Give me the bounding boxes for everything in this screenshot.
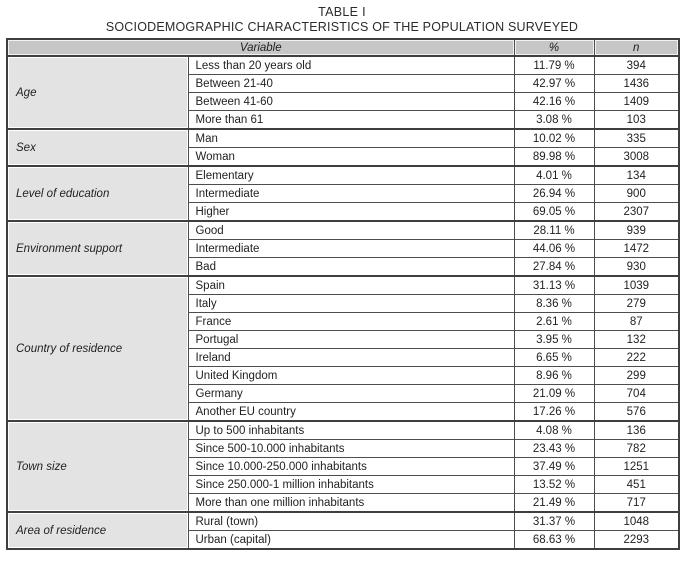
value-label-cell: United Kingdom: [188, 367, 514, 385]
percent-cell: 10.02 %: [514, 129, 594, 148]
percent-cell: 21.09 %: [514, 385, 594, 403]
variable-group: [7, 276, 679, 421]
count-cell: 1409: [594, 93, 679, 111]
percent-cell: 3.95 %: [514, 331, 594, 349]
table-row: [7, 129, 679, 148]
value-label-cell: Intermediate: [188, 185, 514, 203]
count-cell: 704: [594, 385, 679, 403]
percent-cell: 3.08 %: [514, 111, 594, 130]
count-cell: 87: [594, 313, 679, 331]
count-cell: 132: [594, 331, 679, 349]
percent-cell: 37.49 %: [514, 458, 594, 476]
variable-category-cell: Town size: [7, 421, 188, 512]
percent-cell: 42.97 %: [514, 75, 594, 93]
value-label-cell: Intermediate: [188, 240, 514, 258]
value-label-cell: Elementary: [188, 166, 514, 185]
table-row: [7, 221, 679, 240]
table-row: [7, 56, 679, 75]
value-label-cell: Germany: [188, 385, 514, 403]
variable-category-cell: Sex: [7, 129, 188, 166]
value-label-cell: Woman: [188, 148, 514, 167]
value-label-cell: Since 250.000-1 million inhabitants: [188, 476, 514, 494]
percent-cell: 21.49 %: [514, 494, 594, 513]
percent-cell: 4.01 %: [514, 166, 594, 185]
percent-cell: 17.26 %: [514, 403, 594, 422]
count-cell: 394: [594, 56, 679, 75]
column-header-variable: Variable: [7, 39, 514, 56]
value-label-cell: More than one million inhabitants: [188, 494, 514, 513]
variable-group: [7, 421, 679, 512]
value-label-cell: Ireland: [188, 349, 514, 367]
count-cell: 103: [594, 111, 679, 130]
percent-cell: 8.96 %: [514, 367, 594, 385]
table-title-block: [0, 0, 684, 34]
variable-category-cell: Area of residence: [7, 512, 188, 549]
table-row: [7, 166, 679, 185]
percent-cell: 42.16 %: [514, 93, 594, 111]
value-label-cell: Since 500-10.000 inhabitants: [188, 440, 514, 458]
count-cell: 335: [594, 129, 679, 148]
header-row: [7, 39, 679, 56]
percent-cell: 6.65 %: [514, 349, 594, 367]
percent-cell: 13.52 %: [514, 476, 594, 494]
percent-cell: 44.06 %: [514, 240, 594, 258]
value-label-cell: More than 61: [188, 111, 514, 130]
count-cell: 136: [594, 421, 679, 440]
variable-group: [7, 129, 679, 166]
table-number-title: TABLE I: [318, 5, 366, 19]
percent-cell: 11.79 %: [514, 56, 594, 75]
value-label-cell: Between 41-60: [188, 93, 514, 111]
variable-group: [7, 512, 679, 549]
variable-group: [7, 56, 679, 129]
count-cell: 939: [594, 221, 679, 240]
count-cell: 782: [594, 440, 679, 458]
percent-cell: 89.98 %: [514, 148, 594, 167]
value-label-cell: France: [188, 313, 514, 331]
count-cell: 1436: [594, 75, 679, 93]
count-cell: 1472: [594, 240, 679, 258]
value-label-cell: Bad: [188, 258, 514, 277]
variable-category-cell: Age: [7, 56, 188, 129]
variable-group: [7, 221, 679, 276]
value-label-cell: Good: [188, 221, 514, 240]
percent-cell: 31.13 %: [514, 276, 594, 295]
percent-cell: 27.84 %: [514, 258, 594, 277]
value-label-cell: Another EU country: [188, 403, 514, 422]
column-header-percent: %: [514, 39, 594, 56]
value-label-cell: Less than 20 years old: [188, 56, 514, 75]
percent-cell: 68.63 %: [514, 531, 594, 550]
percent-cell: 23.43 %: [514, 440, 594, 458]
percent-cell: 4.08 %: [514, 421, 594, 440]
count-cell: 134: [594, 166, 679, 185]
percent-cell: 31.37 %: [514, 512, 594, 531]
count-cell: 1039: [594, 276, 679, 295]
variable-category-cell: Environment support: [7, 221, 188, 276]
table-header: [7, 39, 679, 56]
value-label-cell: Between 21-40: [188, 75, 514, 93]
count-cell: 451: [594, 476, 679, 494]
table-row: [7, 512, 679, 531]
sociodemographic-table: [6, 38, 680, 550]
table-row: [7, 421, 679, 440]
percent-cell: 28.11 %: [514, 221, 594, 240]
value-label-cell: Higher: [188, 203, 514, 222]
count-cell: 279: [594, 295, 679, 313]
value-label-cell: Italy: [188, 295, 514, 313]
count-cell: 2307: [594, 203, 679, 222]
percent-cell: 69.05 %: [514, 203, 594, 222]
count-cell: 3008: [594, 148, 679, 167]
count-cell: 222: [594, 349, 679, 367]
variable-category-cell: Level of education: [7, 166, 188, 221]
value-label-cell: Up to 500 inhabitants: [188, 421, 514, 440]
count-cell: 930: [594, 258, 679, 277]
value-label-cell: Spain: [188, 276, 514, 295]
count-cell: 1048: [594, 512, 679, 531]
value-label-cell: Rural (town): [188, 512, 514, 531]
count-cell: 2293: [594, 531, 679, 550]
percent-cell: 2.61 %: [514, 313, 594, 331]
count-cell: 900: [594, 185, 679, 203]
value-label-cell: Portugal: [188, 331, 514, 349]
variable-category-cell: Country of residence: [7, 276, 188, 421]
count-cell: 1251: [594, 458, 679, 476]
table-row: [7, 276, 679, 295]
percent-cell: 8.36 %: [514, 295, 594, 313]
value-label-cell: Man: [188, 129, 514, 148]
percent-cell: 26.94 %: [514, 185, 594, 203]
table-subtitle: SOCIODEMOGRAPHIC CHARACTERISTICS OF THE POPULATION SURVEYED: [105, 20, 579, 34]
variable-group: [7, 166, 679, 221]
value-label-cell: Urban (capital): [188, 531, 514, 550]
count-cell: 576: [594, 403, 679, 422]
value-label-cell: Since 10.000-250.000 inhabitants: [188, 458, 514, 476]
column-header-n: n: [594, 39, 679, 56]
count-cell: 717: [594, 494, 679, 513]
count-cell: 299: [594, 367, 679, 385]
